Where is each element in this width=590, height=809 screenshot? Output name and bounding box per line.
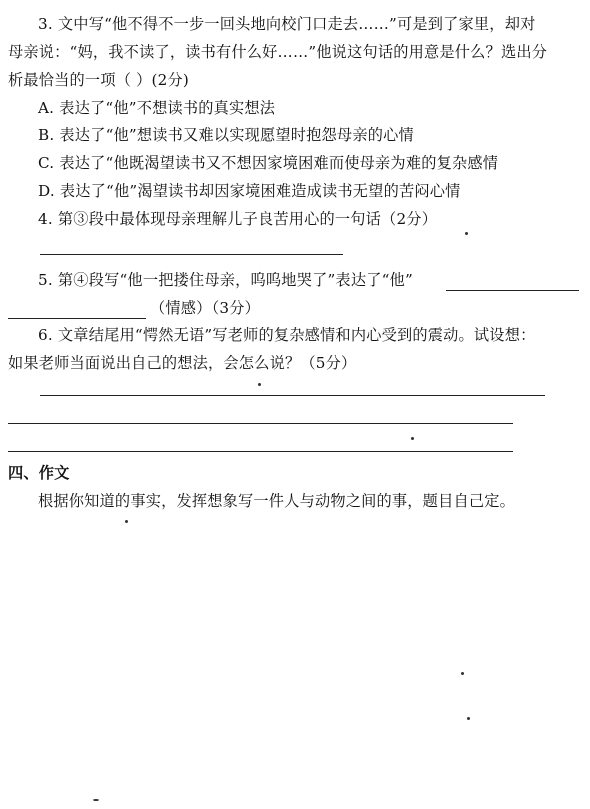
q3-option-b: B. 表达了“他”想读书又难以实现愿望时抱怨母亲的心情 <box>38 126 414 144</box>
q3-line-3: 析最恰当的一项（ ）(2分) <box>8 71 190 89</box>
q3-option-c: C. 表达了“他既渴望读书又不想因家境困难而使母亲为难的复杂感情 <box>38 154 499 172</box>
q6-line-2: 如果老师当面说出自己的想法，会怎么说？（5分） <box>8 354 357 372</box>
q3-option-a: A. 表达了“他”不想读书的真实想法 <box>38 99 276 117</box>
q4-text: 4. 第③段中最体现母亲理解儿子良苦用心的一句话（2分） <box>38 210 438 228</box>
q5-answer-line-2 <box>8 318 146 319</box>
q5-answer-line-1 <box>446 290 579 291</box>
q5-text-end: （情感）（3分） <box>150 299 260 317</box>
q3-line-2: 母亲说：“妈，我不读了，读书有什么好……”他说这句话的用意是什么？选出分 <box>8 43 548 61</box>
q5-text-start: 5. 第④段写“他一把搂住母亲，呜呜地哭了”表达了“他” <box>38 271 413 289</box>
q6-line-1: 6. 文章结尾用“愕然无语”写老师的复杂感情和内心受到的震动。试设想： <box>38 326 536 344</box>
speck <box>465 232 468 235</box>
speck <box>93 799 99 801</box>
section-4-heading: 四、作文 <box>8 464 70 482</box>
speck <box>125 520 128 523</box>
speck <box>467 717 470 720</box>
q6-answer-line-1 <box>40 395 545 396</box>
speck <box>258 383 261 386</box>
section-4-prompt: 根据你知道的事实，发挥想象写一件人与动物之间的事，题目自己定。 <box>38 492 516 510</box>
speck <box>411 437 414 440</box>
q6-answer-line-2 <box>8 423 513 424</box>
q3-line-1: 3. 文中写“他不得不一步一回头地向校门口走去……”可是到了家里，却对 <box>38 15 536 33</box>
q6-answer-line-3 <box>8 451 513 452</box>
q4-answer-line <box>40 254 343 255</box>
speck <box>461 672 464 675</box>
q3-option-d: D. 表达了“他”渴望读书却因家境困难造成读书无望的苦闷心情 <box>38 182 461 200</box>
